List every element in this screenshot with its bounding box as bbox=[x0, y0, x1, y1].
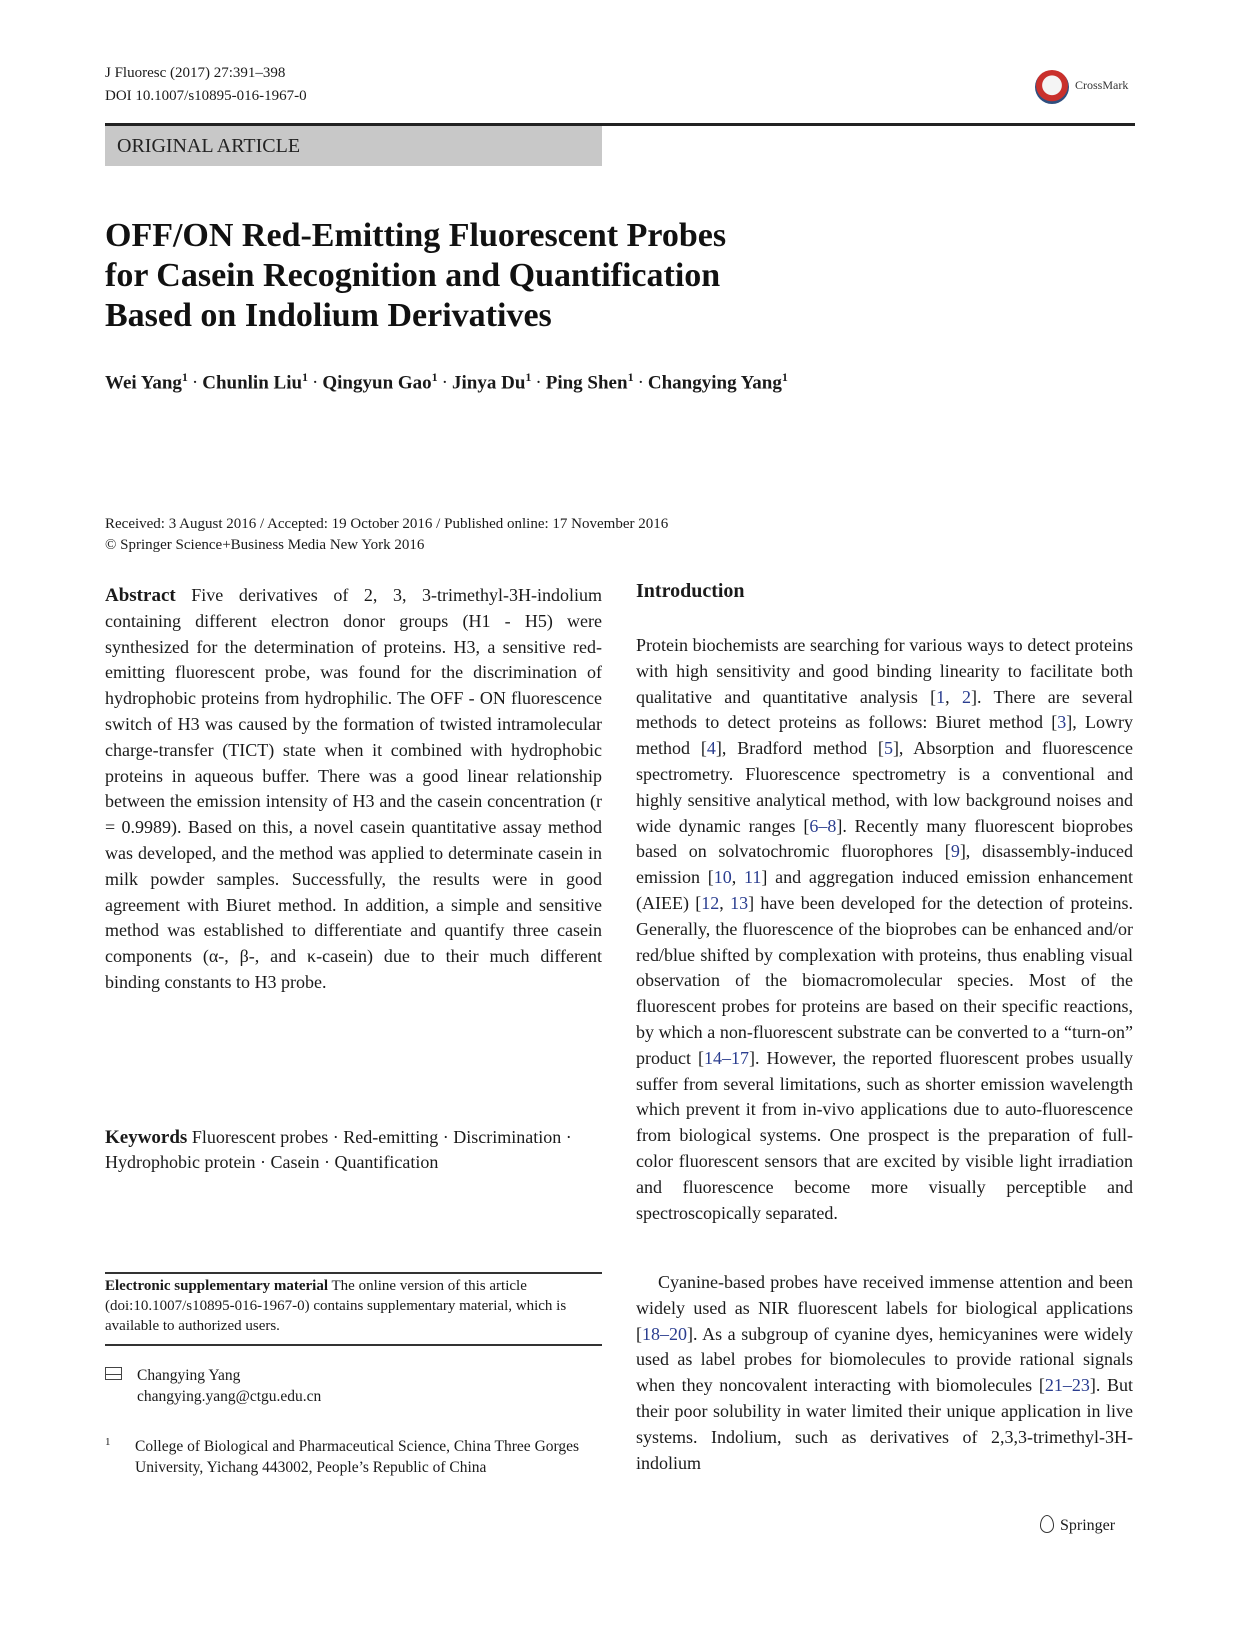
title-line-3: Based on Indolium Derivatives bbox=[105, 297, 552, 334]
author-separator: · bbox=[637, 372, 644, 394]
body-text: ]. However, the reported fluorescent probes usually suffer from several limitations, such as shorter emission wavelength which prevent it from in-vivo applications due to auto-fluorescence from biological systems. One prospect is the preparation of full-color fluorescent sensors that are excited by visible light irradiation and fluorescence become more visually perceptible and spectroscopically separated. bbox=[636, 1047, 1133, 1223]
dates-line: Received: 3 August 2016 / Accepted: 19 October 2016 / Published online: 17 November 2016 bbox=[105, 516, 669, 532]
author-name[interactable]: Ping Shen bbox=[545, 372, 628, 394]
author-separator: · bbox=[441, 372, 448, 394]
reference-link[interactable]: 14–17 bbox=[703, 1047, 749, 1068]
author-name[interactable]: Qingyun Gao bbox=[322, 372, 432, 394]
author-name[interactable]: Changying Yang bbox=[647, 372, 782, 394]
journal-citation: J Fluoresc (2017) 27:391–398 bbox=[105, 65, 286, 81]
author-affiliation-mark: 1 bbox=[431, 370, 438, 384]
publisher-name: Springer bbox=[1060, 1517, 1116, 1534]
reference-link[interactable]: 18–20 bbox=[642, 1323, 687, 1344]
author-name[interactable]: Wei Yang bbox=[105, 372, 182, 394]
keywords-label: Keywords bbox=[105, 1127, 188, 1148]
body-text: ] and aggregation induced emission enhancement (AIEE) [ bbox=[636, 867, 1133, 913]
reference-link[interactable]: 5 bbox=[883, 738, 893, 759]
author-affiliation-mark: 1 bbox=[627, 370, 634, 384]
body-text: ], Lowry method [ bbox=[636, 712, 1134, 759]
esm-rule-bottom bbox=[105, 1344, 602, 1346]
article-title bbox=[105, 216, 805, 336]
article-type: ORIGINAL ARTICLE bbox=[117, 135, 301, 157]
body-text: Protein biochemists are searching for various ways to detect proteins with high sensitivity and good binding linearity to facilitate both qualitative and quantitative analysis [ bbox=[636, 635, 1133, 707]
abstract-label: Abstract bbox=[105, 585, 176, 606]
author-separator: · bbox=[312, 372, 319, 394]
correspondence bbox=[105, 1365, 602, 1407]
publisher-logo bbox=[1040, 1515, 1115, 1535]
envelope-icon bbox=[105, 1367, 122, 1380]
esm-label: Electronic supplementary material bbox=[105, 1278, 329, 1294]
author-separator: · bbox=[191, 372, 199, 394]
reference-link[interactable]: 10 bbox=[713, 867, 732, 888]
author-affiliation-mark: 1 bbox=[302, 370, 309, 384]
body-text: ]. Recently many fluorescent bioprobes based on solvatochromic fluorophores [ bbox=[636, 815, 1133, 862]
body-text: ]. There are several methods to detect proteins as follows: Biuret method [ bbox=[636, 686, 1133, 733]
body-text: Cyanine-based probes have received immense attention and been widely used as NIR fluorescent labels for biological applications [ bbox=[636, 1272, 1133, 1344]
author-affiliation-mark: 1 bbox=[525, 370, 532, 384]
corresponding-email[interactable]: changying.yang@ctgu.edu.cn bbox=[137, 1388, 322, 1405]
reference-link[interactable]: 12 bbox=[701, 892, 720, 913]
supplementary-note bbox=[105, 1276, 602, 1336]
esm-text: The online version of this article (doi:10.1007/s10895-016-1967-0) contains supplementary material, which is available to authorized users. bbox=[105, 1278, 567, 1334]
title-line-2: for Casein Recognition and Quantification bbox=[105, 257, 721, 294]
affiliation bbox=[105, 1436, 602, 1478]
copyright-line: © Springer Science+Business Media New York 2016 bbox=[105, 537, 425, 553]
corresponding-author: Changying Yang bbox=[137, 1367, 241, 1384]
reference-link[interactable]: 2 bbox=[961, 686, 971, 707]
body-text: ], disassembly-induced emission [ bbox=[636, 841, 1133, 888]
crossmark-label: CrossMark bbox=[1075, 78, 1129, 92]
abstract bbox=[105, 583, 602, 996]
reference-link[interactable]: 11 bbox=[744, 867, 762, 888]
body-text: , bbox=[719, 892, 731, 913]
body-text: ] have been developed for the detection of proteins. Generally, the fluorescence of the bioprobes can be enhanced and/or red/blue shifted by complexation with proteins, thus enabling visual observation of the biomacromolecular species. Most of the fluorescent probes for proteins are based on their specific reactions, by which a non-fluorescent substrate can be converted to a “turn-on” product [ bbox=[636, 892, 1134, 1068]
body-text: , bbox=[945, 686, 962, 707]
author-separator: · bbox=[535, 372, 542, 394]
reference-link[interactable]: 3 bbox=[1057, 712, 1067, 733]
springer-horse-icon bbox=[1040, 1515, 1054, 1533]
esm-rule-top bbox=[105, 1272, 602, 1274]
author-name[interactable]: Jinya Du bbox=[452, 372, 526, 394]
keywords bbox=[105, 1125, 602, 1175]
body-text: ], Absorption and fluorescence spectrometry. Fluorescence spectrometry is a conventional and highly sensitive analytical method, with low background noises and wide dynamic ranges [ bbox=[636, 738, 1133, 836]
crossmark-badge[interactable] bbox=[1035, 68, 1135, 108]
abstract-text: Five derivatives of 2, 3, 3-trimethyl-3H-indolium containing different electron donor groups (H1 - H5) were synthesized for the determination of proteins. H3, a sensitive red-emitting fluorescent probe, was found for the discrimination of hydrophobic proteins from hydrophilic. The OFF - ON fluorescence switch of H3 was caused by the formation of twisted intramolecular charge-transfer (TICT) state when it combined with hydrophobic proteins in aqueous buffer. There was a good linear relationship between the emission intensity of H3 and the casein concentration (r = 0.9989). Based on this, a novel casein quantitative assay method was developed, and the method was applied to determinate casein in milk powder samples. Successfully, the results were in good agreement with Biuret method. In addition, a simple and sensitive method was established to differentiate and quantify three casein components (α-, β-, and κ-casein) due to their much different binding constants to H3 probe. bbox=[105, 585, 602, 992]
reference-link[interactable]: 13 bbox=[730, 892, 749, 913]
keywords-text: Fluorescent probes · Red-emitting · Discrimination · Hydrophobic protein · Casein · Quantification bbox=[105, 1127, 572, 1172]
reference-link[interactable]: 6–8 bbox=[809, 815, 837, 836]
publication-dates bbox=[105, 514, 668, 556]
introduction-heading: Introduction bbox=[636, 580, 745, 602]
author-affiliation-mark: 1 bbox=[781, 370, 788, 384]
reference-link[interactable]: 1 bbox=[936, 686, 946, 707]
body-text: ]. But their poor solubility in water limited their unique application in live systems. Indolium, such as derivatives of 2,3,3-trimethyl-3H-indolium bbox=[636, 1375, 1133, 1473]
affiliation-number: 1 bbox=[105, 1436, 111, 1448]
author-name[interactable]: Chunlin Liu bbox=[202, 372, 303, 394]
title-line-1: OFF/ON Red-Emitting Fluorescent Probes bbox=[105, 217, 727, 254]
affiliation-text: College of Biological and Pharmaceutical Science, China Three Gorges University, Yichang 443002, People’s Republic of China bbox=[135, 1438, 580, 1476]
introduction-paragraph-1 bbox=[636, 633, 1133, 1226]
body-text: , bbox=[731, 867, 745, 888]
body-text: ]. As a subgroup of cyanine dyes, hemicyanines were widely used as label probes for biomolecules to provide rational signals when they noncovalent interacting with biomolecules [ bbox=[636, 1323, 1133, 1396]
author-affiliation-mark: 1 bbox=[181, 370, 188, 384]
reference-link[interactable]: 4 bbox=[706, 738, 716, 759]
introduction-paragraph-2 bbox=[636, 1270, 1133, 1476]
doi: DOI 10.1007/s10895-016-1967-0 bbox=[105, 88, 307, 104]
author-list bbox=[105, 370, 905, 394]
article-type-banner bbox=[105, 126, 602, 166]
reference-link[interactable]: 21–23 bbox=[1044, 1375, 1090, 1396]
crossmark-icon bbox=[1035, 70, 1069, 104]
reference-link[interactable]: 9 bbox=[950, 841, 960, 862]
body-text: ], Bradford method [ bbox=[715, 738, 884, 759]
